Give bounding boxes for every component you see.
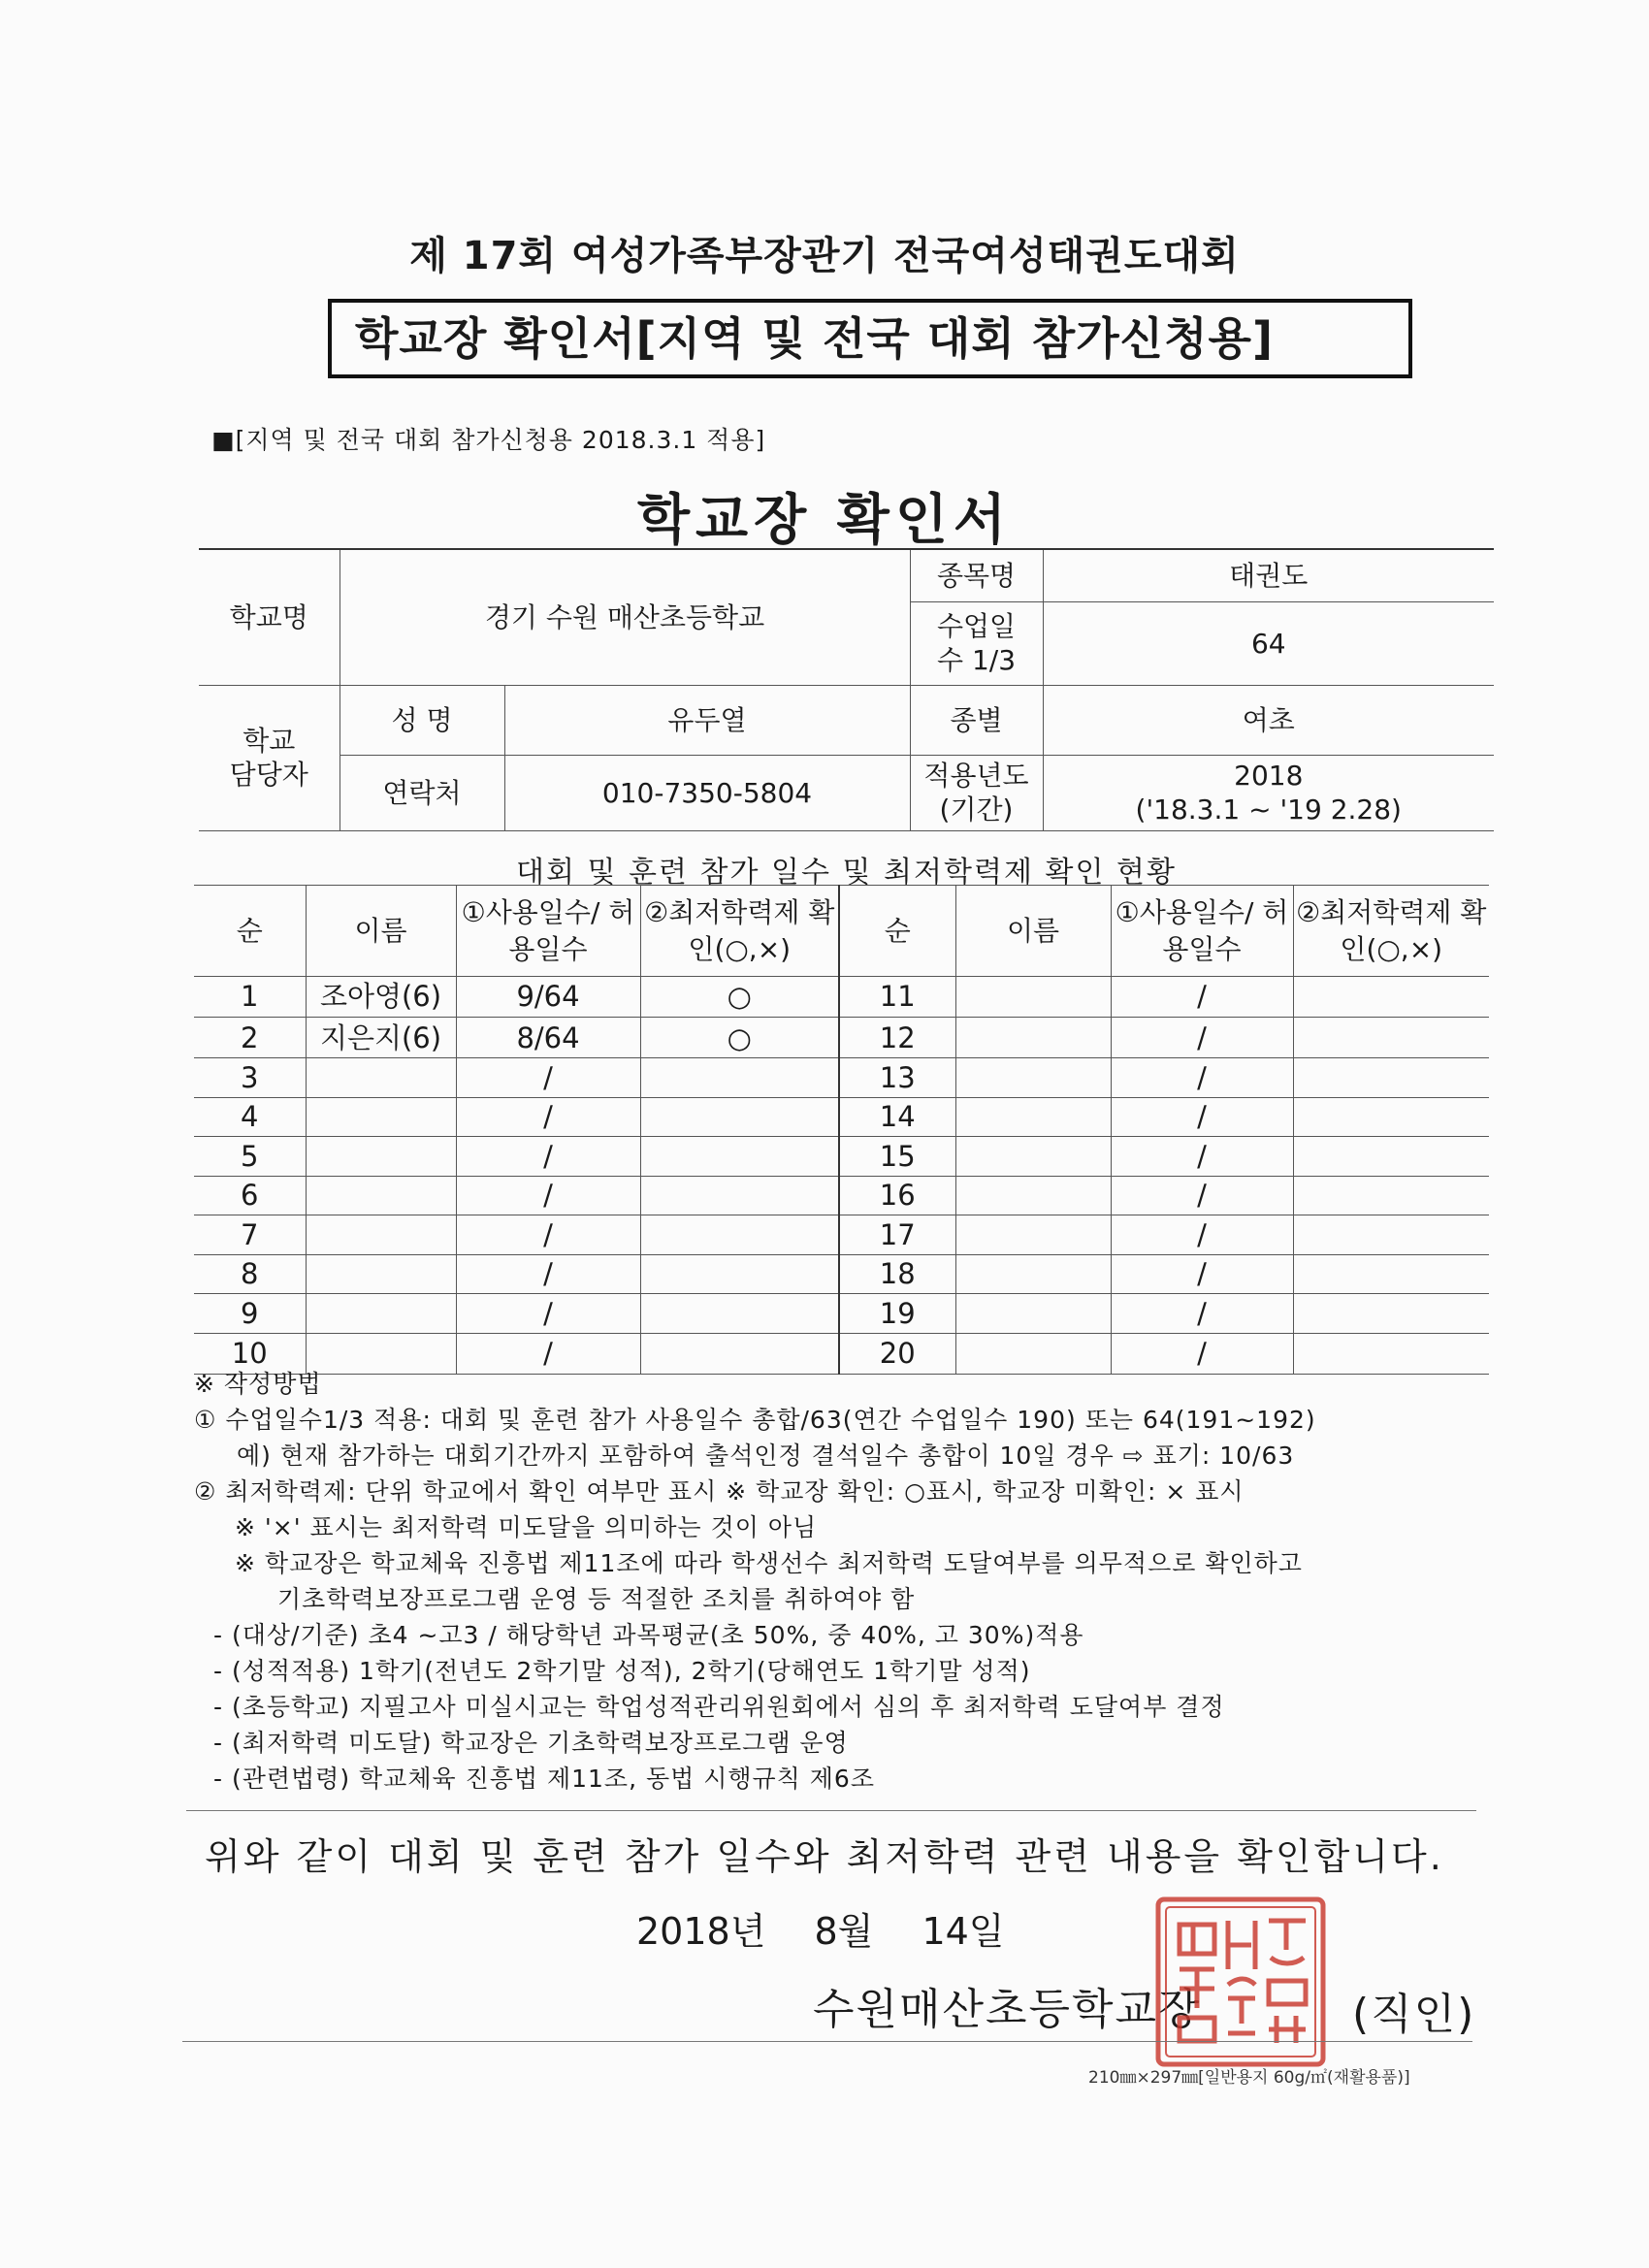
paper-spec-footer: 210㎜×297㎜[일반용지 60g/㎡(재활용품)] — [1088, 2068, 1410, 2088]
detail-5: - (관련법령) 학교체육 진흥법 제11조, 동법 시행규칙 제6조 — [213, 1765, 875, 1793]
participant-name — [955, 1294, 1111, 1334]
row-no: 5 — [194, 1137, 306, 1177]
used-days: / — [456, 1137, 640, 1177]
academic-check — [640, 1215, 839, 1255]
table-row — [194, 1176, 1489, 1215]
detail-2: - (성적적용) 1학기(전년도 2학기말 성적), 2학기(당해연도 1학기말 성적) — [213, 1657, 1031, 1685]
row-no: 14 — [839, 1097, 955, 1137]
row-no: 4 — [194, 1097, 306, 1137]
notes-heading: ※ 작성방법 — [194, 1370, 322, 1398]
detail-4: - (최저학력 미도달) 학교장은 기초학력보장프로그램 운영 — [213, 1729, 849, 1757]
event-label: 종목명 — [910, 549, 1043, 601]
used-days: / — [1111, 1097, 1293, 1137]
used-days: / — [456, 1333, 640, 1374]
participant-name — [306, 1176, 456, 1215]
participation-table — [194, 885, 1489, 1375]
participant-name — [306, 1254, 456, 1294]
contact-label: 연락처 — [340, 755, 504, 830]
official-seal-stamp — [1150, 1892, 1331, 2072]
detail-3: - (초등학교) 지필고사 미실시교는 학업성적관리위원회에서 심의 후 최저학력 도달여부 결정 — [213, 1693, 1225, 1721]
col-no-header: 순 — [839, 886, 955, 977]
note-2: ② 최저학력제: 단위 학교에서 확인 여부만 표시 ※ 학교장 확인: ○표시, 학교장 미확인: × 표시 — [194, 1477, 1245, 1506]
participant-name — [955, 1254, 1111, 1294]
used-days: / — [1111, 1333, 1293, 1374]
col-days-header: ①사용일수/ 허용일수 — [456, 886, 640, 977]
row-no: 16 — [839, 1176, 955, 1215]
used-days: / — [1111, 1215, 1293, 1255]
row-no: 11 — [839, 977, 955, 1018]
row-no: 20 — [839, 1333, 955, 1374]
academic-check: ○ — [640, 1018, 839, 1058]
used-days: / — [1111, 1294, 1293, 1334]
name-label: 성 명 — [340, 685, 504, 755]
col-no-header: 순 — [194, 886, 306, 977]
school-info-table — [199, 548, 1494, 829]
row-no: 2 — [194, 1018, 306, 1058]
table-row — [194, 1097, 1489, 1137]
signer-title: 수원매산초등학교장 — [813, 1985, 1202, 2034]
participant-name — [955, 977, 1111, 1018]
row-no: 18 — [839, 1254, 955, 1294]
row-no: 7 — [194, 1215, 306, 1255]
category-label: 종별 — [910, 685, 1043, 755]
table-row — [194, 1294, 1489, 1334]
col-name-header: 이름 — [955, 886, 1111, 977]
col-name-header: 이름 — [306, 886, 456, 977]
academic-check — [1293, 1058, 1489, 1098]
note-4a: ※ 학교장은 학교체육 진흥법 제11조에 따라 학생선수 최저학력 도달여부를 의무적으로 확인하고 — [235, 1549, 1303, 1577]
participant-name — [306, 1137, 456, 1177]
used-days: / — [456, 1215, 640, 1255]
row-no: 3 — [194, 1058, 306, 1098]
note-3: ※ '×' 표시는 최저학력 미도달을 의미하는 것이 아님 — [235, 1513, 818, 1541]
academic-check — [1293, 1294, 1489, 1334]
row-no: 1 — [194, 977, 306, 1018]
name-value: 유두열 — [504, 685, 910, 755]
days-label: 수업일수 1/3 — [910, 601, 1043, 685]
status-section-title: 대회 및 훈련 참가 일수 및 최저학력제 확인 현황 — [516, 856, 1177, 890]
page-title: 학교장 확인서 — [636, 489, 1013, 552]
participant-name — [955, 1176, 1111, 1215]
contact-value: 010-7350-5804 — [504, 755, 910, 830]
academic-check — [1293, 1215, 1489, 1255]
used-days: / — [456, 1176, 640, 1215]
participant-name: 지은지(6) — [306, 1018, 456, 1058]
participant-name — [955, 1058, 1111, 1098]
academic-check — [1293, 1254, 1489, 1294]
row-no: 15 — [839, 1137, 955, 1177]
academic-check — [640, 1097, 839, 1137]
academic-check — [1293, 1176, 1489, 1215]
event-title: 제 17회 여성가족부장관기 전국여성태권도대회 — [409, 234, 1240, 278]
issue-date: 2018년 8월 14일 — [636, 1910, 1005, 1953]
used-days: / — [456, 1254, 640, 1294]
participant-name — [306, 1215, 456, 1255]
row-no: 10 — [194, 1333, 306, 1374]
used-days: / — [456, 1097, 640, 1137]
used-days: / — [1111, 1254, 1293, 1294]
manager-label: 학교 담당자 — [199, 685, 340, 830]
participant-name — [306, 1294, 456, 1334]
divider — [186, 1810, 1476, 1811]
period-value: ('18.3.1 ~ '19 2.28) — [1135, 794, 1402, 826]
col-days-header: ①사용일수/ 허용일수 — [1111, 886, 1293, 977]
instructions — [194, 1366, 1494, 1797]
used-days: / — [1111, 977, 1293, 1018]
category-value: 여초 — [1043, 685, 1494, 755]
participant-name — [955, 1097, 1111, 1137]
academic-check — [1293, 977, 1489, 1018]
seal-label: (직인) — [1352, 1990, 1476, 2039]
row-no: 9 — [194, 1294, 306, 1334]
table-row — [194, 1058, 1489, 1098]
used-days: 9/64 — [456, 977, 640, 1018]
table-row — [194, 1215, 1489, 1255]
note-4b: 기초학력보장프로그램 운영 등 적절한 조치를 취하여야 함 — [277, 1585, 916, 1613]
row-no: 13 — [839, 1058, 955, 1098]
participant-name: 조아영(6) — [306, 977, 456, 1018]
academic-check — [1293, 1097, 1489, 1137]
used-days: / — [456, 1058, 640, 1098]
document-title-box: 학교장 확인서[지역 및 전국 대회 참가신청용] — [328, 299, 1412, 378]
year-cell — [1043, 755, 1494, 830]
row-no: 19 — [839, 1294, 955, 1334]
used-days: 8/64 — [456, 1018, 640, 1058]
row-no: 12 — [839, 1018, 955, 1058]
confirmation-statement: 위와 같이 대회 및 훈련 참가 일수와 최저학력 관련 내용을 확인합니다. — [205, 1835, 1444, 1878]
participant-name — [955, 1137, 1111, 1177]
col-check-header: ②최저학력제 확인(○,×) — [640, 886, 839, 977]
participant-name — [306, 1097, 456, 1137]
used-days: / — [1111, 1018, 1293, 1058]
participant-name — [955, 1018, 1111, 1058]
participant-name — [955, 1215, 1111, 1255]
divider — [182, 2041, 1472, 2042]
used-days: / — [456, 1294, 640, 1334]
event-value: 태권도 — [1043, 549, 1494, 601]
table-row — [194, 977, 1489, 1018]
row-no: 8 — [194, 1254, 306, 1294]
used-days: / — [1111, 1137, 1293, 1177]
note-1b: 예) 현재 참가하는 대회기간까지 포함하여 출석인정 결석일수 총합이 10일 경우 ⇨ 표기: 10/63 — [237, 1442, 1295, 1470]
academic-check — [1293, 1137, 1489, 1177]
academic-check — [640, 1137, 839, 1177]
table-row — [194, 1254, 1489, 1294]
note-1a: ① 수업일수1/3 적용: 대회 및 훈련 참가 사용일수 총합/63(연간 수업일수 190) 또는 64(191~192) — [194, 1406, 1316, 1434]
academic-check — [640, 1254, 839, 1294]
school-label: 학교명 — [199, 549, 340, 685]
col-check-header: ②최저학력제 확인(○,×) — [1293, 886, 1489, 977]
table-row — [194, 1018, 1489, 1058]
academic-check — [640, 1294, 839, 1334]
row-no: 6 — [194, 1176, 306, 1215]
academic-check: ○ — [640, 977, 839, 1018]
used-days: / — [1111, 1176, 1293, 1215]
row-no: 17 — [839, 1215, 955, 1255]
year-label: 적용년도 (기간) — [910, 755, 1043, 830]
detail-1: - (대상/기준) 초4 ~고3 / 해당학년 과목평균(초 50%, 중 40%, 고 30%)적용 — [213, 1621, 1084, 1649]
year-value: 2018 — [1234, 760, 1304, 792]
school-value: 경기 수원 매산초등학교 — [340, 549, 910, 685]
days-value: 64 — [1043, 601, 1494, 685]
form-note: ■[지역 및 전국 대회 참가신청용 2018.3.1 적용] — [211, 426, 766, 454]
academic-check — [640, 1176, 839, 1215]
used-days: / — [1111, 1058, 1293, 1098]
table-row — [194, 1137, 1489, 1177]
academic-check — [640, 1058, 839, 1098]
participant-name — [306, 1058, 456, 1098]
academic-check — [1293, 1018, 1489, 1058]
